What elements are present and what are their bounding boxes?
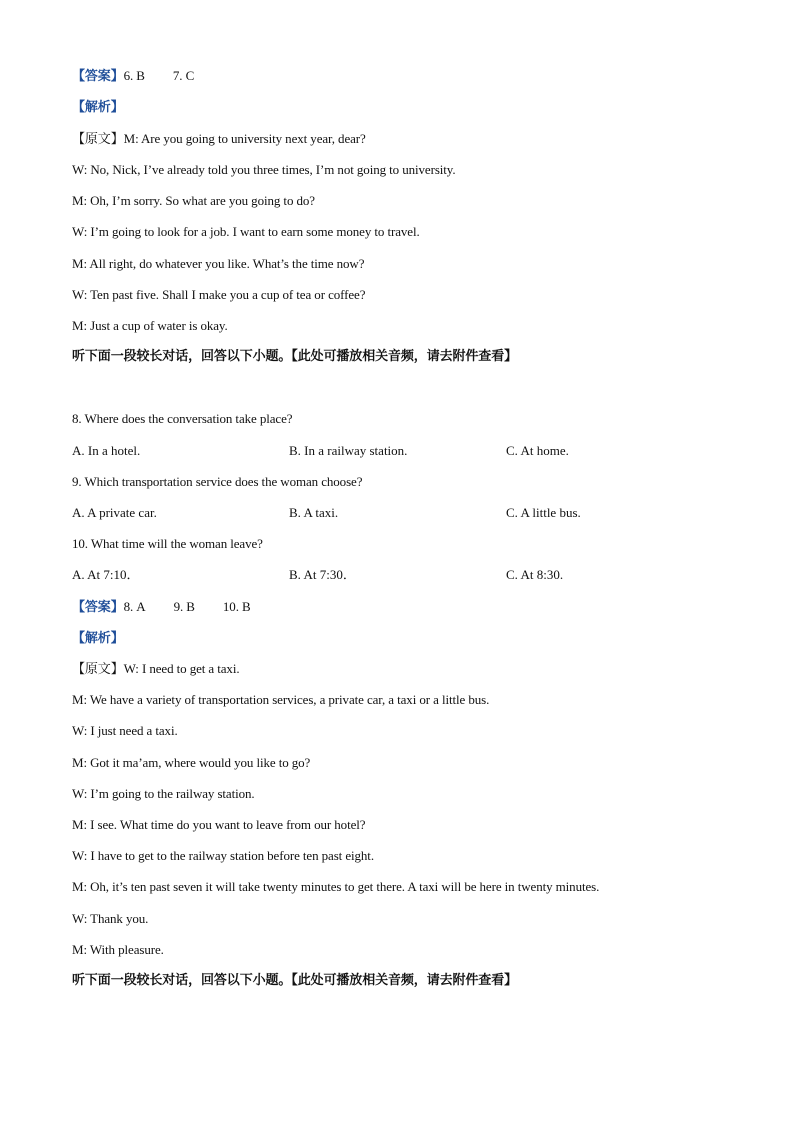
transcript-line: W: Thank you. bbox=[72, 911, 149, 926]
original-label: 【原文】 bbox=[72, 662, 124, 677]
transcript-line: W: I’m going to look for a job. I want to earn some money to travel. bbox=[72, 224, 420, 239]
transcript-line: M: Got it ma’am, where would you like to go? bbox=[72, 755, 311, 770]
option-c: C. At home. bbox=[506, 443, 569, 458]
answer-value: 6. B bbox=[123, 68, 145, 83]
transcript-text: M: Are you going to university next year, dear? bbox=[123, 131, 366, 146]
listening-instruction: 听下面一段较长对话，回答以下小题。【此处可播放相关音频，请去附件查看】 bbox=[72, 349, 518, 364]
answer-line-1 bbox=[72, 67, 194, 86]
question-stem: 8. Where does the conversation take place? bbox=[72, 411, 293, 426]
transcript-line: W: I have to get to the railway station before ten past eight. bbox=[72, 848, 374, 863]
option-b: B. A taxi. bbox=[289, 505, 339, 520]
transcript-line: W: I just need a taxi. bbox=[72, 723, 178, 738]
question-stem: 9. Which transportation service does the woman choose? bbox=[72, 474, 363, 489]
option-a: A. A private car. bbox=[72, 505, 157, 520]
transcript-line: M: Oh, it’s ten past seven it will take twenty minutes to get there. A taxi will be here in twenty minutes. bbox=[72, 879, 600, 894]
option-b: B. In a railway station. bbox=[289, 443, 408, 458]
transcript-line: M: With pleasure. bbox=[72, 942, 164, 957]
analysis-label: 【解析】 bbox=[72, 100, 124, 115]
transcript-line: M: All right, do whatever you like. What’s the time now? bbox=[72, 256, 365, 271]
transcript-line: W: No, Nick, I’ve already told you three times, I’m not going to university. bbox=[72, 162, 456, 177]
transcript-line: W: Ten past five. Shall I make you a cup of tea or coffee? bbox=[72, 287, 366, 302]
answer-value: 9. B bbox=[173, 599, 195, 614]
transcript-line bbox=[72, 130, 366, 149]
option-a: A. In a hotel. bbox=[72, 443, 141, 458]
answer-line-2 bbox=[72, 598, 251, 617]
transcript-line: M: Just a cup of water is okay. bbox=[72, 318, 228, 333]
transcript-line: M: I see. What time do you want to leave from our hotel? bbox=[72, 817, 366, 832]
analysis-label: 【解析】 bbox=[72, 631, 124, 646]
answer-label: 【答案】 bbox=[72, 69, 124, 84]
answer-label: 【答案】 bbox=[72, 600, 124, 615]
answer-value: 10. B bbox=[222, 599, 251, 614]
transcript-text: W: I need to get a taxi. bbox=[123, 661, 240, 676]
option-b: B. At 7:30． bbox=[289, 567, 356, 582]
option-a: A. At 7:10． bbox=[72, 567, 140, 582]
listening-instruction: 听下面一段较长对话，回答以下小题。【此处可播放相关音频，请去附件查看】 bbox=[72, 973, 518, 988]
transcript-line bbox=[72, 660, 240, 679]
original-label: 【原文】 bbox=[72, 132, 124, 147]
transcript-line: W: I’m going to the railway station. bbox=[72, 786, 255, 801]
analysis-line-2 bbox=[72, 629, 124, 648]
transcript-line: M: We have a variety of transportation services, a private car, a taxi or a little bus. bbox=[72, 692, 490, 707]
option-c: C. At 8:30. bbox=[506, 567, 564, 582]
analysis-line-1 bbox=[72, 98, 124, 117]
transcript-line: M: Oh, I’m sorry. So what are you going to do? bbox=[72, 193, 315, 208]
answer-value: 7. C bbox=[172, 68, 195, 83]
answer-value: 8. A bbox=[123, 599, 146, 614]
question-stem: 10. What time will the woman leave? bbox=[72, 536, 263, 551]
option-c: C. A little bus. bbox=[506, 505, 581, 520]
